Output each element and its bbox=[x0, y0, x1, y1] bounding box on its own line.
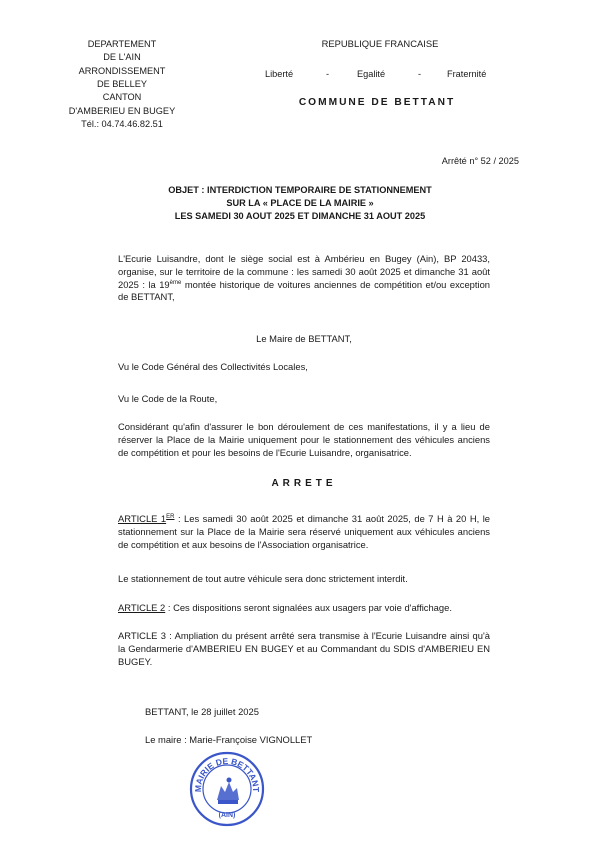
interdiction-line: Le stationnement de tout autre véhicule sera donc strictement interdit. bbox=[118, 573, 408, 584]
vu-cgcl: Vu le Code Général des Collectivités Locales, bbox=[118, 361, 308, 372]
article-1 bbox=[118, 513, 490, 551]
objet-block bbox=[115, 184, 485, 223]
seal-text: MAIRIE DE BETTANT bbox=[192, 755, 262, 793]
vu-code-route: Vu le Code de la Route, bbox=[118, 393, 218, 404]
article-2 bbox=[118, 602, 490, 615]
objet-line: SUR LA « PLACE DE LA MAIRIE » bbox=[226, 197, 374, 208]
objet-line: OBJET : INTERDICTION TEMPORAIRE DE STATIONNEMENT bbox=[168, 185, 432, 195]
canton-name: D'AMBERIEU EN BUGEY bbox=[68, 105, 176, 116]
motto-egalite: Egalité bbox=[357, 69, 386, 79]
date-line: BETTANT, le 28 juillet 2025 bbox=[145, 706, 259, 717]
motto-dash: - bbox=[326, 69, 330, 79]
article-1-label: ARTICLE 1 bbox=[118, 513, 167, 524]
signature-line: Le maire : Marie-Françoise VIGNOLLET bbox=[145, 734, 313, 745]
department-name: DE L'AIN bbox=[103, 52, 141, 63]
canton-line: CANTON bbox=[102, 92, 142, 103]
arrete-number: Arrêté n° 52 / 2025 bbox=[441, 156, 519, 166]
arrete-heading: ARRETE bbox=[271, 478, 337, 489]
objet-line: LES SAMEDI 30 AOUT 2025 ET DIMANCHE 31 AOUT 2025 bbox=[174, 210, 426, 221]
seal-stamp-icon bbox=[188, 750, 266, 828]
considerant-paragraph: Considérant qu'afin d'assurer le bon déroulement de ces manifestations, il y a lieu de réserver la Place de la Mairie uniquement pour le stationnement des véhicules anciens de compétition et pour les besoins de l'Ecurie Luisandre, organisatrice. bbox=[118, 421, 490, 458]
republic-title: REPUBLIQUE FRANCAISE bbox=[321, 38, 439, 49]
article-1-text: : Les samedi 30 août 2025 et dimanche 31 août 2025, de 7 H à 20 H, le stationnement sur la Place de la Mairie sera réservé uniquement aux véhicules anciens de compétition et aux besoins de l'Association organisatrice. bbox=[118, 513, 490, 550]
maire-title: Le Maire de BETTANT, bbox=[256, 333, 352, 344]
intro-paragraph bbox=[118, 253, 490, 304]
arrondissement-line: ARRONDISSEMENT bbox=[78, 65, 166, 76]
commune-title: COMMUNE DE BETTANT bbox=[298, 97, 456, 108]
administrative-header bbox=[52, 38, 192, 131]
motto-fraternite: Fraternité bbox=[447, 69, 487, 79]
intro-text-end: montée historique de voitures anciennes de compétition et/ou exception de BETTANT, bbox=[118, 278, 490, 303]
seal-subtext: (AIN) bbox=[218, 812, 236, 819]
arrondissement-name: DE BELLEY bbox=[96, 79, 148, 90]
department-line: DEPARTEMENT bbox=[87, 39, 157, 49]
intro-text: L'Ecurie Luisandre, dont le siège social est à Ambérieu en Bugey (Ain), BP 20433, organise, sur le territoire de la commune : les samedi 30 août 2025 et dimanche 31 août 2025 : la 19 bbox=[118, 253, 490, 290]
motto-liberte: Liberté bbox=[265, 69, 294, 79]
phone-number: Tél.: 04.74.46.82.51 bbox=[81, 119, 163, 130]
article-3-label: ARTICLE 3 bbox=[118, 630, 166, 641]
article-3-text: : Ampliation du présent arrêté sera transmise à l'Ecurie Luisandre ainsi qu'à la Gendarmerie d'AMBERIEU EN BUGEY et au Commandant du SDIS d'AMBERIEU EN BUGEY. bbox=[118, 630, 490, 667]
mairie-seal bbox=[188, 750, 266, 828]
article-3 bbox=[118, 630, 490, 668]
motto-dash: - bbox=[418, 69, 422, 79]
article-2-text: : Ces dispositions seront signalées aux usagers par voie d'affichage. bbox=[165, 602, 452, 613]
article-1-superscript: ER bbox=[166, 513, 175, 520]
article-2-label: ARTICLE 2 bbox=[118, 602, 166, 613]
intro-superscript: ème bbox=[169, 279, 182, 286]
